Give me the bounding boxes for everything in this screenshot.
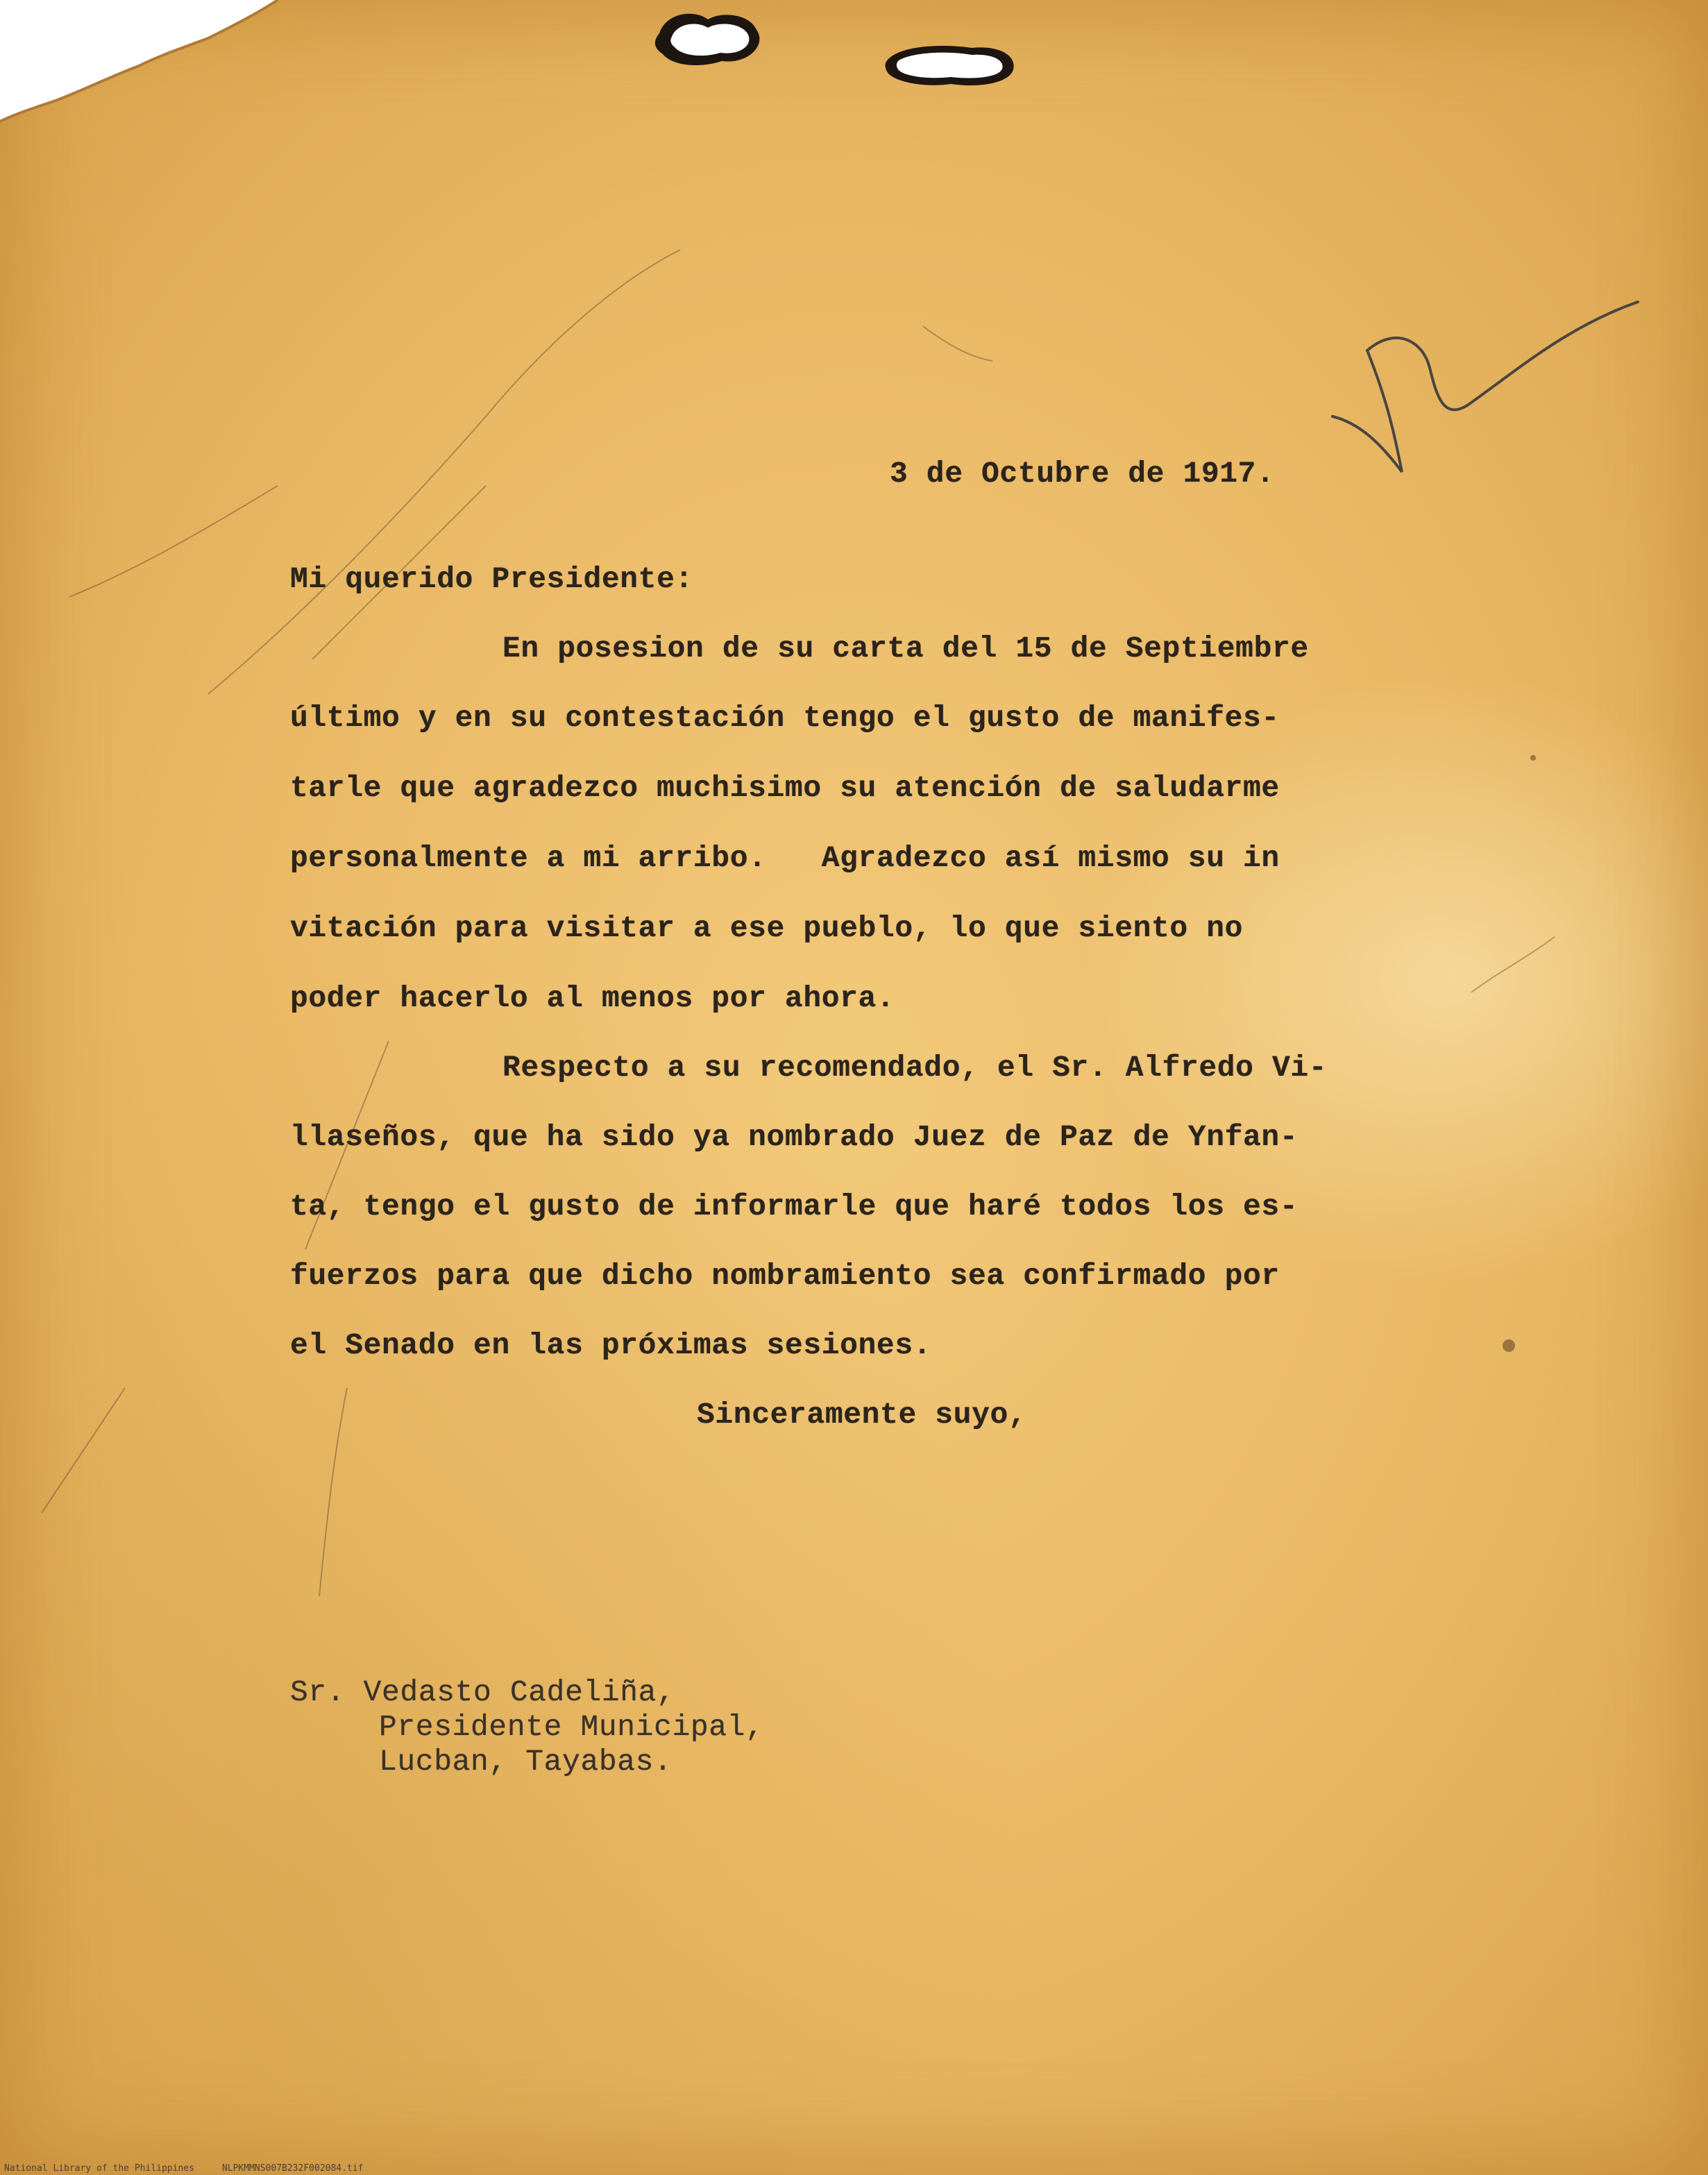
archive-footer [4, 2163, 391, 2174]
torn-corner [0, 0, 291, 125]
burn-hole-right [881, 38, 1020, 90]
letter-salutation: Mi querido Presidente: [290, 562, 693, 596]
body-line: En posesion de su carta del 15 de Septiembre [502, 632, 1309, 666]
pencil-annotation-mark [1319, 285, 1652, 493]
body-line: el Senado en las próximas sesiones. [290, 1328, 932, 1362]
recipient-name: Sr. Vedasto Cadeliña, [290, 1675, 675, 1709]
body-line: vitación para visitar a ese pueblo, lo que siento no [290, 911, 1244, 945]
body-line: último y en su contestación tengo el gusto de manifes- [290, 701, 1280, 735]
ink-spot [1530, 755, 1536, 761]
burn-hole-left [645, 6, 770, 71]
body-line: ta, tengo el gusto de informarle que haré todos los es- [290, 1190, 1299, 1224]
body-line: llaseños, que ha sido ya nombrado Juez de Paz de Ynfan- [290, 1120, 1299, 1154]
letter-closing: Sinceramente suyo, [697, 1398, 1027, 1432]
letter-date: 3 de Octubre de 1917. [890, 457, 1275, 491]
ink-spot [1503, 1339, 1515, 1352]
recipient-location: Lucban, Tayabas. [379, 1745, 673, 1779]
body-line: fuerzos para que dicho nombramiento sea confirmado por [290, 1259, 1280, 1293]
recipient-title: Presidente Municipal, [379, 1710, 764, 1744]
body-line: Respecto a su recomendado, el Sr. Alfredo Vi- [502, 1051, 1328, 1085]
body-line: personalmente a mi arribo. Agradezco así mismo su in [290, 841, 1280, 875]
body-line: tarle que agradezco muchisimo su atención de saludarme [290, 771, 1280, 805]
footer-institution: National Library of the Philippines [4, 2163, 194, 2174]
body-line: poder hacerlo al menos por ahora. [290, 981, 895, 1015]
footer-file-id: NLPKMMNS007B232F002084.tif [221, 2163, 364, 2174]
